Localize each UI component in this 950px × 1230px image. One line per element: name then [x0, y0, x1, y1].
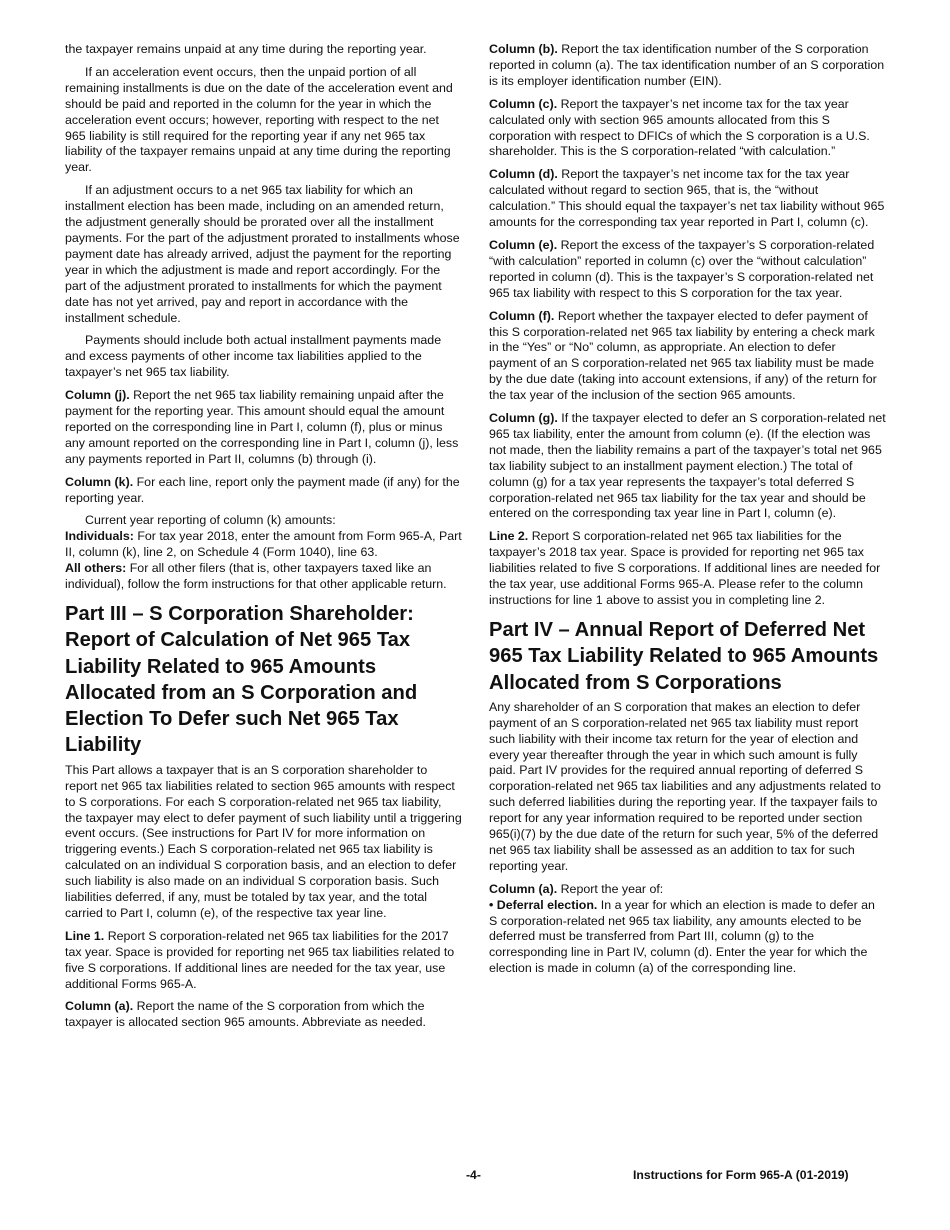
column-c-label: Column (c). — [489, 96, 558, 111]
individuals-instruction — [65, 529, 462, 561]
part-4-heading: Part IV – Annual Report of Deferred Net 965 Tax Liability Related to 965 Amounts Allocated from S Corporations — [489, 618, 879, 694]
column-e-text: Report the excess of the taxpayer’s S corporation-related “with calculation” reported in column (c) over the “without calculation” reported in column (d). This is the taxpayer’s S corporation-related net 965 tax liability with respect to this S corporation for the tax year. — [489, 237, 875, 300]
column-a-label: Column (a). — [65, 999, 134, 1014]
column-j-instruction — [65, 388, 462, 468]
column-j-text: Report the net 965 tax liability remaining unpaid after the payment for the reporting year. This amount should equal the amount reported on the corresponding line in Part I, column (f), plus or minus any amount reported on the corresponding line in Part I, column (j), less any payments reported in Part II, columns (b) through (i). — [65, 388, 459, 466]
individuals-text: For tax year 2018, enter the amount from Form 965-A, Part II, column (k), line 2, on Schedule 4 (Form 1040), line 63. — [65, 529, 462, 560]
all-others-instruction — [65, 561, 462, 593]
part-3-heading: Part III – S Corporation Shareholder: Report of Calculation of Net 965 Tax Liability Related to 965 Amounts Allocated from an S Corporation and Election To Defer such Net 965 Tax Liability — [65, 603, 418, 757]
column-b-text: Report the tax identification number of the S corporation reported in column (a). The tax identification number of an S corporation is its employer identification number (EIN). — [489, 42, 885, 88]
paragraph: If an adjustment occurs to a net 965 tax liability for which an installment election has been made, including on an amended return, the adjustment generally should be prorated over all the installment payments. For the part of the adjustment prorated to installments whose payment date has already arrived, adjust the payment for the reporting year in which the adjustment is made and report accordingly. For the part of the adjustment prorated to installments for which the payment date has not yet arrived, pay and report in accordance with the installment schedule. — [65, 183, 460, 325]
line-1-text: Report S corporation-related net 965 tax liabilities for the 2017 tax year. Space is provided for reporting net 965 tax liabilities related to five S corporations. If additional lines are needed for the tax year, use additional Forms 965-A. — [65, 928, 455, 991]
column-g-instruction — [489, 411, 886, 522]
column-b-instruction — [489, 42, 886, 90]
all-others-text: For all other filers (that is, other taxpayers taxed like an individual), follow the form instructions for that other applicable return. — [65, 561, 447, 592]
part-4-intro: Any shareholder of an S corporation that makes an election to defer payment of an S corporation-related net 965 tax liability must report such liability with their income tax return for the year of election and every year thereafter through the year in which such amount is fully paid. Part IV provides for the required annual reporting of deferred S corporation-related net 965 tax liabilities and any adjustments related to such deferred liabilities during the reporting year. If the taxpayer fails to report for any year information required to be reported under section 965(i)(7) by the due date of the return for such year, 5% of the deferred net 965 tax liability shall be assessed as an addition to tax for such reporting year. — [489, 699, 881, 873]
column-g-label: Column (g). — [489, 411, 558, 426]
column-d-instruction — [489, 167, 886, 231]
bullet-icon: • — [489, 897, 494, 912]
column-k-text: For each line, report only the payment made (if any) for the reporting year. — [65, 474, 460, 505]
column-g-text: If the taxpayer elected to defer an S corporation-related net 965 tax liability, enter the amount from column (e). (If the election was not made, then the liability remains a part of the taxpayer’s total net 965 tax liability subject to an installment payment election.) The total of column (g) for a tax year represents the taxpayer’s total deferred S corporation-related net 965 tax liability for the tax year and should be entered on the corresponding tax year line in Part I, column (e). — [489, 411, 886, 521]
column-c-instruction — [489, 97, 886, 161]
line-2-instruction — [489, 529, 886, 609]
form-title-footer: Instructions for Form 965-A (01-2019) — [633, 1168, 849, 1182]
column-e-instruction — [489, 238, 886, 302]
column-c-text: Report the taxpayer’s net income tax for the tax year calculated only with section 965 amounts allocated from this S corporation with respect to DFICs of which the S corporation is a U.S. shareholder. This is the S corporation-related “with calculation.” — [489, 96, 870, 159]
individuals-label: Individuals: — [65, 529, 134, 544]
column-b-label: Column (b). — [489, 42, 558, 56]
right-column — [489, 42, 886, 984]
paragraph: If an acceleration event occurs, then the unpaid portion of all remaining installments is due on the date of the acceleration event and should be paid and reported in the column for the year in which the acceleration event occurs; however, reporting with respect to the net 965 liability is still required for the reporting year if any net 965 tax liability of the taxpayer remains unpaid at any time during the reporting year. — [65, 64, 453, 175]
column-d-text: Report the taxpayer’s net income tax for the tax year calculated without regard to section 965, that is, the “without calculation.” This should equal the taxpayer’s net tax liability without 965 amounts for the corresponding tax year reported in Part I, column (c). — [489, 167, 885, 230]
part-4-column-a-instruction — [489, 882, 886, 898]
paragraph: Payments should include both actual installment payments made and excess payments of other income tax liabilities applied to the taxpayer’s net 965 tax liability. — [65, 333, 442, 380]
paragraph: the taxpayer remains unpaid at any time during the reporting year. — [65, 42, 427, 56]
column-k-label: Column (k). — [65, 474, 134, 489]
page-number: -4- — [466, 1168, 481, 1182]
deferral-election-label: Deferral election. — [496, 897, 598, 912]
column-e-label: Column (e). — [489, 237, 558, 252]
column-k-instruction — [65, 475, 462, 507]
part-4-column-a-label: Column (a). — [489, 881, 558, 896]
current-year-reporting: Current year reporting of column (k) amounts: — [85, 513, 336, 528]
column-a-instruction — [65, 999, 462, 1031]
deferral-election-text: In a year for which an election is made to defer an S corporation-related net 965 tax liability, any amounts elected to be deferred must be transferred from Part III, column (g) to the corresponding line in Part IV, column (d). Enter the year for which the election is made in column (a) of the corresponding line. — [489, 897, 875, 976]
column-d-label: Column (d). — [489, 167, 558, 182]
column-a-text: Report the name of the S corporation from which the taxpayer is allocated section 965 amounts. Abbreviate as needed. — [65, 999, 426, 1030]
column-f-instruction — [489, 309, 886, 404]
column-f-text: Report whether the taxpayer elected to defer payment of this S corporation-related net 965 tax liability by entering a check mark in the “Yes” or “No” column, as appropriate. An election to defer payment of an S corporation-related net 965 tax liability must be made by the due date (taking into account extensions, if any) of the return for the tax year of the inclusion of the section 965 amounts. — [489, 308, 877, 403]
part-3-intro: This Part allows a taxpayer that is an S corporation shareholder to report net 965 tax liabilities related to section 965 amounts with respect to S corporations. For each S corporation-related net 965 tax liability, the taxpayer may elect to defer payment of such liability until a triggering event occurs. (See instructions for Part IV for more information on triggering events.) Each S corporation-related net 965 tax liability is calculated on an individual S corporation basis, and an election to defer such liability is also made on an individual S corporation basis. Such liabilities deferred, if any, must be totaled by tax year, and the total carried to Part I, column (e), of the respective tax year line. — [65, 762, 462, 920]
part-4-column-a-text: Report the year of: — [560, 881, 664, 896]
left-column — [65, 42, 462, 1038]
column-f-label: Column (f). — [489, 308, 555, 323]
line-1-label: Line 1. — [65, 928, 105, 943]
column-j-label: Column (j). — [65, 388, 130, 403]
all-others-label: All others: — [65, 561, 127, 576]
line-2-text: Report S corporation-related net 965 tax liabilities for the taxpayer’s 2018 tax year. Space is provided for reporting net 965 tax liabilities related to five S corporations. If additional lines are needed for the tax year, use additional Forms 965-A. Please refer to the column instructions for line 1 above to assist you in completing line 2. — [489, 529, 881, 607]
line-1-instruction — [65, 929, 462, 993]
deferral-election-bullet — [489, 898, 886, 978]
line-2-label: Line 2. — [489, 529, 529, 544]
